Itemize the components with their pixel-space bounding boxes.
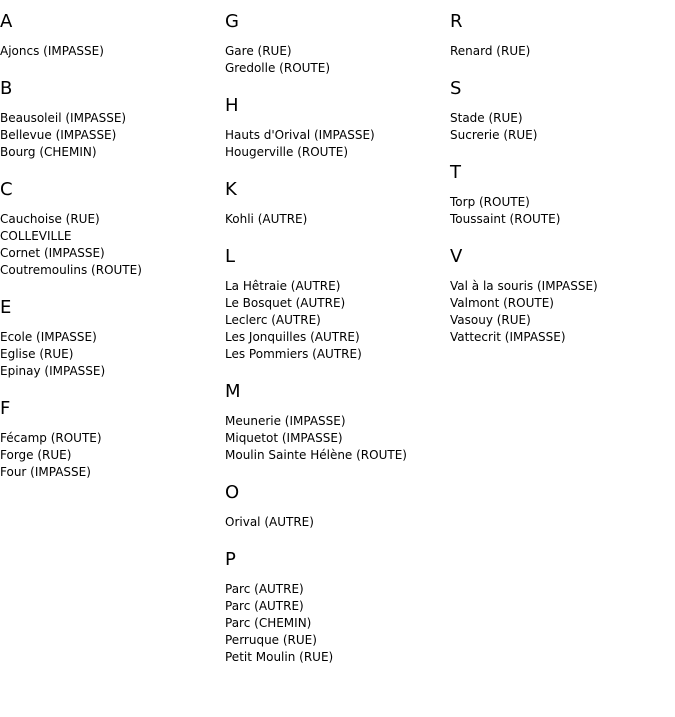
street-link[interactable]: Orival (AUTRE) — [225, 515, 314, 529]
street-link[interactable]: Sucrerie (RUE) — [450, 128, 538, 142]
letter-heading: O — [225, 482, 240, 503]
street-link[interactable]: Bellevue (IMPASSE) — [0, 128, 117, 142]
street-column-2 — [225, 11, 450, 684]
street-link[interactable]: Toussaint (ROUTE) — [450, 212, 561, 226]
street-link[interactable]: Beausoleil (IMPASSE) — [0, 111, 127, 125]
street-link[interactable]: Eglise (RUE) — [0, 347, 74, 361]
street-link[interactable]: La Hêtraie (AUTRE) — [225, 279, 341, 293]
letter-heading: S — [450, 78, 462, 99]
street-column-3 — [450, 11, 675, 364]
street-link[interactable]: Fécamp (ROUTE) — [0, 431, 102, 445]
street-link[interactable]: Hauts d'Orival (IMPASSE) — [225, 128, 375, 142]
street-link[interactable]: Perruque (RUE) — [225, 633, 317, 647]
letter-group-f — [0, 398, 225, 481]
street-link[interactable]: Epinay (IMPASSE) — [0, 364, 106, 378]
street-link[interactable]: Le Bosquet (AUTRE) — [225, 296, 346, 310]
street-link[interactable]: Parc (CHEMIN) — [225, 616, 312, 630]
letter-group-v — [450, 246, 675, 346]
street-link[interactable]: Forge (RUE) — [0, 448, 72, 462]
letter-heading: L — [225, 246, 236, 267]
street-link[interactable]: Val à la souris (IMPASSE) — [450, 279, 598, 293]
street-link[interactable]: Moulin Sainte Hélène (ROUTE) — [225, 448, 407, 462]
street-link[interactable]: Renard (RUE) — [450, 44, 531, 58]
letter-group-k — [225, 179, 450, 228]
letter-heading: A — [0, 11, 13, 32]
street-link[interactable]: Valmont (ROUTE) — [450, 296, 554, 310]
letter-heading: H — [225, 95, 239, 116]
street-link[interactable]: COLLEVILLE — [0, 229, 72, 243]
street-link[interactable]: Parc (AUTRE) — [225, 599, 304, 613]
street-column-1 — [0, 11, 225, 499]
letter-group-m — [225, 381, 450, 464]
street-link[interactable]: Four (IMPASSE) — [0, 465, 91, 479]
letter-heading: T — [450, 162, 461, 183]
letter-group-a — [0, 11, 225, 60]
letter-heading: K — [225, 179, 237, 200]
letter-group-o — [225, 482, 450, 531]
street-link[interactable]: Les Jonquilles (AUTRE) — [225, 330, 360, 344]
letter-group-h — [225, 95, 450, 161]
street-link[interactable]: Vattecrit (IMPASSE) — [450, 330, 566, 344]
letter-heading: C — [0, 179, 13, 200]
letter-group-s — [450, 78, 675, 144]
letter-heading: V — [450, 246, 463, 267]
letter-heading: E — [0, 297, 12, 318]
letter-heading: M — [225, 381, 241, 402]
street-link[interactable]: Parc (AUTRE) — [225, 582, 304, 596]
street-link[interactable]: Vasouy (RUE) — [450, 313, 531, 327]
street-link[interactable]: Kohli (AUTRE) — [225, 212, 308, 226]
letter-group-b — [0, 78, 225, 161]
street-link[interactable]: Meunerie (IMPASSE) — [225, 414, 346, 428]
letter-group-r — [450, 11, 675, 60]
street-link[interactable]: Ajoncs (IMPASSE) — [0, 44, 104, 58]
street-link[interactable]: Gredolle (ROUTE) — [225, 61, 331, 75]
street-link[interactable]: Les Pommiers (AUTRE) — [225, 347, 362, 361]
street-link[interactable]: Miquetot (IMPASSE) — [225, 431, 343, 445]
letter-heading: P — [225, 549, 236, 570]
letter-heading: R — [450, 11, 463, 32]
letter-group-l — [225, 246, 450, 363]
street-link[interactable]: Hougerville (ROUTE) — [225, 145, 349, 159]
letter-heading: F — [0, 398, 11, 419]
street-link[interactable]: Coutremoulins (ROUTE) — [0, 263, 142, 277]
street-link[interactable]: Gare (RUE) — [225, 44, 292, 58]
street-link[interactable]: Ecole (IMPASSE) — [0, 330, 97, 344]
letter-group-t — [450, 162, 675, 228]
letter-group-g — [225, 11, 450, 77]
letter-heading: B — [0, 78, 13, 99]
street-link[interactable]: Cauchoise (RUE) — [0, 212, 100, 226]
street-link[interactable]: Stade (RUE) — [450, 111, 523, 125]
street-link[interactable]: Petit Moulin (RUE) — [225, 650, 334, 664]
letter-group-e — [0, 297, 225, 380]
letter-heading: G — [225, 11, 239, 32]
letter-group-c — [0, 179, 225, 279]
letter-group-p — [225, 549, 450, 666]
street-link[interactable]: Torp (ROUTE) — [450, 195, 530, 209]
street-link[interactable]: Bourg (CHEMIN) — [0, 145, 97, 159]
street-link[interactable]: Cornet (IMPASSE) — [0, 246, 105, 260]
street-link[interactable]: Leclerc (AUTRE) — [225, 313, 321, 327]
